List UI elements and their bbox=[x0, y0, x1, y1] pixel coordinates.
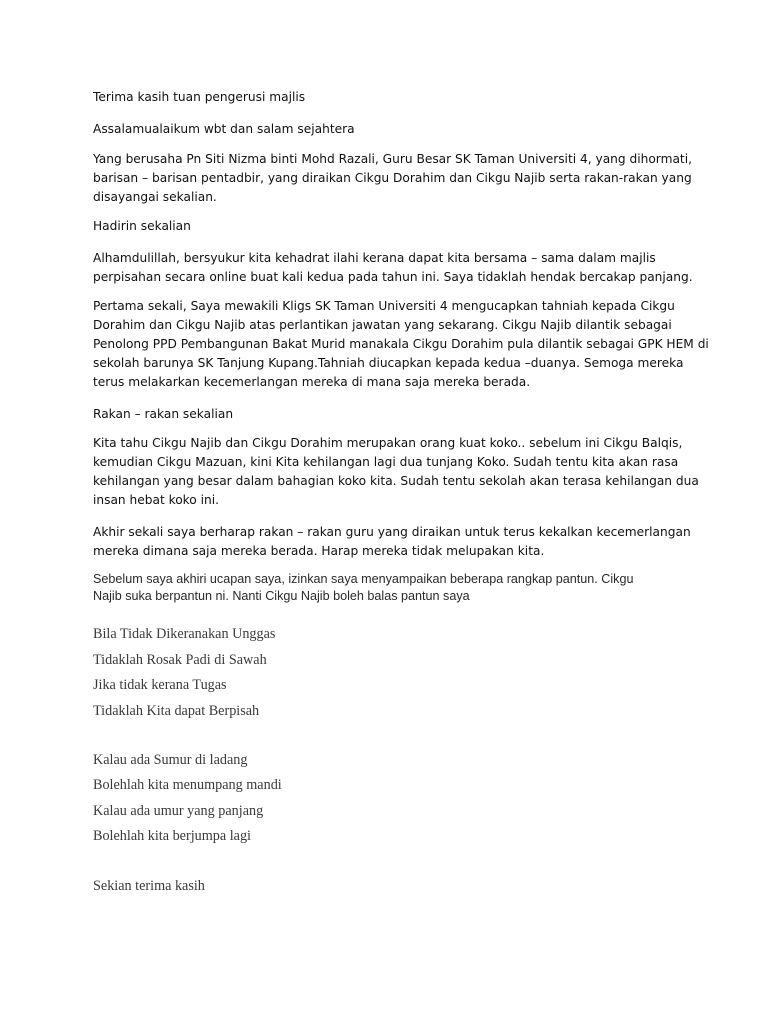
paragraph-line: mereka dimana saja mereka berada. Harap mereka tidak melupakan kita. bbox=[93, 544, 545, 558]
pantun-line: Jika tidak kerana Tugas bbox=[93, 677, 227, 693]
paragraph-line: Dorahim dan Cikgu Najib atas perlantikan jawatan yang sekarang. Cikgu Najib dilantik sebagai bbox=[93, 318, 672, 332]
paragraph-line: perpisahan secara online buat kali kedua pada tahun ini. Saya tidaklah hendak bercakap panjang. bbox=[93, 270, 693, 284]
closing-line: Sekian terima kasih bbox=[93, 878, 205, 894]
pantun-line: Bolehlah kita berjumpa lagi bbox=[93, 828, 251, 844]
pantun-line: Bila Tidak Dikeranakan Unggas bbox=[93, 626, 276, 642]
paragraph-line: terus melakarkan kecemerlangan mereka di mana saja mereka berada. bbox=[93, 375, 531, 389]
salutation: Assalamualaikum wbt dan salam sejahtera bbox=[93, 122, 355, 136]
congrats-paragraph bbox=[93, 297, 709, 392]
paragraph-line: Najib suka berpantun ni. Nanti Cikgu Najib boleh balas pantun saya bbox=[93, 588, 470, 603]
loss-paragraph bbox=[93, 434, 699, 510]
pantun-line: Kalau ada Sumur di ladang bbox=[93, 752, 248, 768]
pantun-intro-paragraph bbox=[93, 571, 683, 604]
paragraph-line: kemudian Cikgu Mazuan, kini Kita kehilangan lagi dua tunjang Koko. Sudah tentu kita akan rasa bbox=[93, 455, 679, 469]
audience-greeting: Hadirin sekalian bbox=[93, 219, 191, 233]
pantun-line: Tidaklah Kita dapat Berpisah bbox=[93, 703, 260, 719]
pantun-line: Bolehlah kita menumpang mandi bbox=[93, 777, 282, 793]
paragraph-line: Yang berusaha Pn Siti Nizma binti Mohd Razali, Guru Besar SK Taman Universiti 4, yang dihormati, bbox=[93, 152, 692, 166]
colleagues-greeting: Rakan – rakan sekalian bbox=[93, 407, 234, 421]
greeting-chair: Terima kasih tuan pengerusi majlis bbox=[93, 90, 306, 104]
paragraph-line: Penolong PPD Pembangunan Bakat Murid manakala Cikgu Dorahim pula dilantik sebagai GPK HEM di bbox=[93, 337, 709, 351]
pantun-line: Tidaklah Rosak Padi di Sawah bbox=[93, 652, 267, 668]
paragraph-line: Kita tahu Cikgu Najib dan Cikgu Dorahim merupakan orang kuat koko.. sebelum ini Cikgu Balqis, bbox=[93, 436, 683, 450]
gratitude-paragraph bbox=[93, 249, 693, 287]
paragraph-line: sekolah barunya SK Tanjung Kupang.Tahniah diucapkan kepada kedua –duanya. Semoga mereka bbox=[93, 356, 684, 370]
paragraph-line: Pertama sekali, Saya mewakili Kligs SK Taman Universiti 4 mengucapkan tahniah kepada Cikgu bbox=[93, 299, 675, 313]
paragraph-line: barisan – barisan pentadbir, yang diraikan Cikgu Dorahim dan Cikgu Najib serta rakan-rakan yang bbox=[93, 171, 692, 185]
pantun-line: Kalau ada umur yang panjang bbox=[93, 803, 264, 819]
paragraph-line: Akhir sekali saya berharap rakan – rakan guru yang diraikan untuk terus kekalkan kecemerlangan bbox=[93, 525, 691, 539]
paragraph-line: disayangai sekalian. bbox=[93, 190, 217, 204]
paragraph-line: Alhamdulillah, bersyukur kita kehadrat ilahi kerana dapat kita bersama – sama dalam majlis bbox=[93, 251, 656, 265]
paragraph-line: Sebelum saya akhiri ucapan saya, izinkan saya menyampaikan beberapa rangkap pantun. Cikgu bbox=[93, 572, 634, 586]
paragraph-line: insan hebat koko ini. bbox=[93, 493, 220, 507]
paragraph-line: kehilangan yang besar dalam bahagian koko kita. Sudah tentu sekolah akan terasa kehilangan dua bbox=[93, 474, 699, 488]
hope-paragraph bbox=[93, 523, 691, 561]
respected-paragraph bbox=[93, 150, 692, 207]
